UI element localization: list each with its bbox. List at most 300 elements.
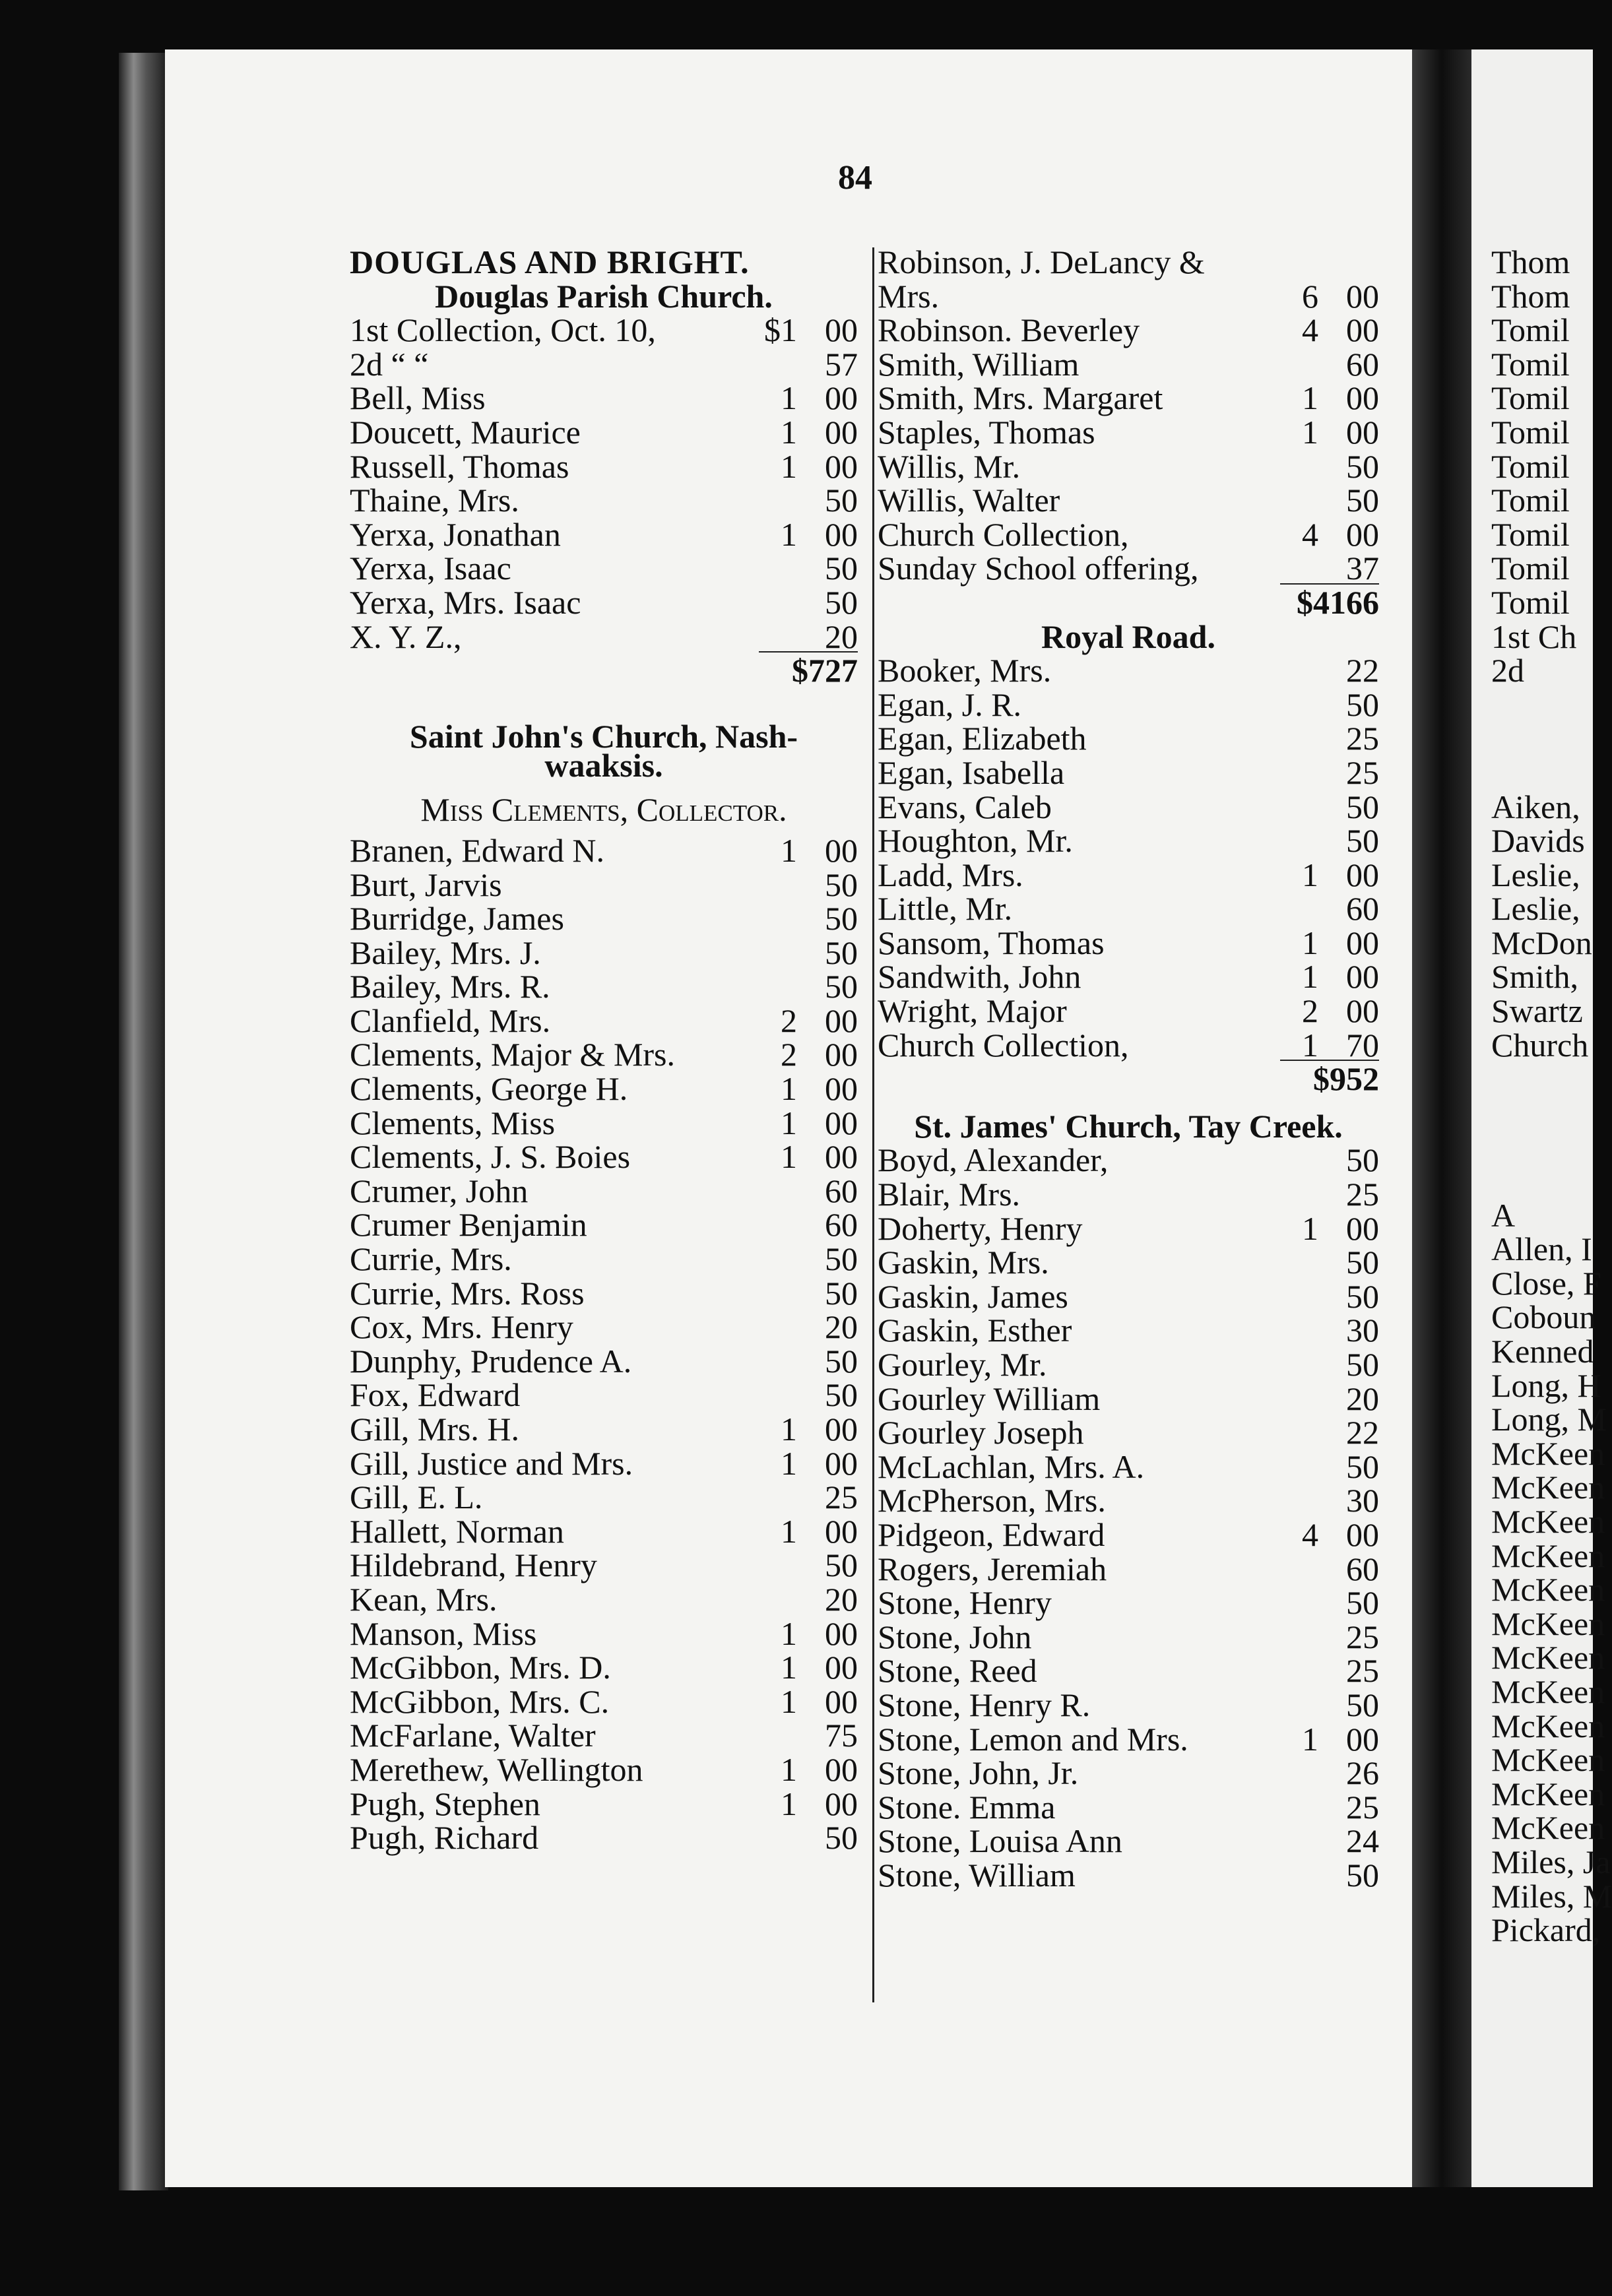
list-item: Tomil: [1491, 583, 1570, 621]
entry-name: Gill, Justice and Mrs.: [350, 1444, 633, 1482]
list-item: [350, 1242, 858, 1277]
entry-cents: 50: [1346, 1141, 1379, 1179]
entry-name: Cox, Mrs. Henry: [350, 1308, 573, 1346]
list-item: [878, 1720, 1379, 1758]
list-item: Aiken,: [1491, 788, 1580, 825]
list-item: [350, 1481, 858, 1515]
entry-cents: 00: [1346, 379, 1379, 417]
list-item: [350, 902, 858, 936]
entry-cents: 50: [825, 1342, 858, 1380]
entry-cents: 26: [1346, 1754, 1379, 1792]
entry-name: Fox, Edward: [350, 1376, 521, 1414]
entry-dollars: 1: [781, 413, 797, 451]
list-item: [350, 1548, 858, 1583]
entry-dollars: [1276, 688, 1318, 722]
entry-cents: 37: [1346, 550, 1379, 587]
entry-name: Staples, Thomas: [878, 413, 1095, 451]
entry-cents: 00: [825, 1682, 858, 1720]
main-heading: DOUGLAS AND BRIGHT.: [350, 243, 750, 280]
entry-cents: 50: [1346, 1277, 1379, 1315]
list-item: [350, 484, 858, 518]
entry-dollars: [1276, 1756, 1318, 1791]
entry-dollars: [1276, 1654, 1318, 1688]
entry-name: Currie, Mrs.: [350, 1240, 512, 1278]
list-item: Long, M: [1491, 1401, 1607, 1438]
entry-name: Church Collection,: [878, 1026, 1129, 1064]
list-item: McKeen: [1491, 1502, 1605, 1540]
entry-cents: 25: [1346, 720, 1379, 757]
entry-dollars: [1276, 1143, 1318, 1178]
entry-name: Pugh, Stephen: [350, 1785, 540, 1822]
entry-dollars: [1276, 824, 1318, 858]
entry-dollars: [1276, 1450, 1318, 1484]
entry-cents: 22: [1346, 652, 1379, 689]
list-item: [878, 552, 1379, 586]
list-item: [878, 1484, 1379, 1518]
list-item: [878, 960, 1379, 994]
list-item: [1491, 1130, 1597, 1164]
list-item: [878, 1209, 1379, 1247]
entry-dollars: [1276, 654, 1318, 688]
entry-cents: 50: [825, 1274, 858, 1312]
entry-cents: 30: [1346, 1312, 1379, 1349]
list-item: [350, 583, 858, 621]
entry-dollars: [755, 1345, 797, 1379]
list-item: [350, 381, 858, 416]
list-item: McKeen: [1491, 1571, 1605, 1609]
entry-cents: 20: [1346, 1380, 1379, 1417]
column-1: [350, 245, 858, 1855]
entry-name: Sandwith, John: [878, 958, 1081, 996]
entry-dollars: 1: [1302, 413, 1318, 451]
entry-cents: 00: [825, 311, 858, 349]
entry-name: Stone, Henry: [878, 1584, 1052, 1622]
entry-dollars: 1: [781, 1512, 797, 1550]
list-item: Long, H: [1491, 1366, 1601, 1404]
list-item: [878, 722, 1379, 756]
entry-name: Merethew, Wellington: [350, 1750, 643, 1788]
entry-name: Gill, Mrs. H.: [350, 1411, 519, 1448]
list-item: McKeen: [1491, 1605, 1605, 1642]
list-item: [350, 1413, 858, 1447]
entry-cents: 00: [825, 1036, 858, 1073]
entry-name: Gaskin, Esther: [878, 1312, 1072, 1349]
entry-name: X. Y. Z.,: [350, 618, 462, 655]
list-item: [878, 753, 1379, 791]
list-item: McKeen: [1491, 1707, 1605, 1744]
list-item: McKeen: [1491, 1639, 1605, 1676]
entry-dollars: [1276, 450, 1318, 484]
entry-dollars: [1276, 1280, 1318, 1314]
list-item: Miles, Ja: [1491, 1843, 1611, 1880]
list-item: McKeen: [1491, 1434, 1605, 1472]
total-row: $7 27: [792, 652, 858, 689]
entry-name: Gill, E. L.: [350, 1479, 483, 1516]
entry-name: Doucett, Maurice: [350, 413, 581, 451]
entry-cents: 50: [825, 550, 858, 587]
book-spine: [119, 53, 168, 2190]
entry-dollars: [1276, 1552, 1318, 1587]
list-item: McKeen: [1491, 1809, 1605, 1847]
entry-name: 2d “ “: [350, 345, 429, 383]
entry-cents: 50: [825, 482, 858, 519]
entry-name: Thaine, Mrs.: [350, 482, 519, 519]
entry-name: Booker, Mrs.: [878, 652, 1052, 689]
entry-dollars: 1: [1302, 379, 1318, 417]
page-gutter: [1412, 49, 1471, 2187]
list-item: [878, 381, 1379, 416]
list-item: Tomil: [1491, 482, 1570, 519]
entry-cents: 00: [825, 1070, 858, 1108]
entry-cents: 00: [825, 1750, 858, 1788]
entry-name: Gaskin, Mrs.: [878, 1244, 1049, 1281]
entry-name: Sunday School offering,: [878, 550, 1199, 587]
list-item: Tomil: [1491, 550, 1570, 587]
entry-cents: 00: [1346, 1209, 1379, 1247]
entry-name: Evans, Caleb: [878, 788, 1052, 825]
entry-cents: 57: [825, 345, 858, 383]
list-item: [878, 345, 1379, 383]
entry-cents: 00: [825, 379, 858, 417]
entry-cents: 00: [1346, 992, 1379, 1030]
entry-name: Rogers, Jeremiah: [878, 1550, 1107, 1587]
entry-name: Crumer, John: [350, 1172, 529, 1209]
entry-dollars: 2: [781, 1002, 797, 1039]
entry-cents: 50: [1346, 1856, 1379, 1894]
entry-dollars: 4: [1302, 311, 1318, 349]
entry-cents: 60: [1346, 890, 1379, 928]
list-item: [878, 1348, 1379, 1382]
entry-cents: 70: [1346, 1026, 1379, 1064]
entry-dollars: 1: [781, 1785, 797, 1822]
tay-creek-list: [878, 1143, 1379, 1892]
list-item: [350, 447, 858, 485]
entry-name: Yerxa, Jonathan: [350, 515, 561, 553]
entry-dollars: [755, 902, 797, 936]
list-item: Pickard,: [1491, 1911, 1601, 1949]
entry-cents: 25: [1346, 753, 1379, 791]
entry-cents: 25: [1346, 1618, 1379, 1655]
entry-cents: 00: [825, 515, 858, 553]
list-item: [350, 1787, 858, 1822]
entry-name: Pidgeon, Edward: [878, 1515, 1105, 1553]
entry-name: McFarlane, Walter: [350, 1717, 596, 1754]
list-item: Tomil: [1491, 345, 1570, 383]
list-item: [350, 1651, 858, 1685]
entry-name: Stone, John: [878, 1618, 1032, 1655]
royal-road-list: [878, 654, 1379, 1062]
list-item: [878, 824, 1379, 858]
entry-dollars: 1: [781, 1070, 797, 1108]
entry-cents: 00: [825, 1512, 858, 1550]
entry-cents: 00: [825, 1411, 858, 1448]
list-item: [350, 1750, 858, 1788]
entry-name: Stone, Reed: [878, 1652, 1037, 1690]
entry-dollars: 1: [1302, 1026, 1318, 1064]
list-item: [878, 926, 1379, 961]
entry-name: Bailey, Mrs. J.: [350, 934, 541, 971]
entry-name: Clements, George H.: [350, 1070, 628, 1108]
entry-cents: 00: [825, 1002, 858, 1039]
entry-name: Gourley William: [878, 1380, 1101, 1417]
list-item: [350, 1140, 858, 1174]
list-item: [878, 654, 1379, 688]
entry-dollars: [1276, 348, 1318, 382]
entry-name: Egan, Isabella: [878, 753, 1065, 791]
list-item: [1491, 722, 1597, 756]
entry-cents: [1318, 245, 1379, 280]
entry-name: Houghton, Mr.: [878, 822, 1073, 860]
entry-name: Clements, Major & Mrs.: [350, 1036, 676, 1073]
entry-name: Burt, Jarvis: [350, 866, 502, 903]
entry-cents: 50: [825, 1819, 858, 1857]
list-item: [350, 1274, 858, 1312]
list-item: Miles, M: [1491, 1877, 1612, 1915]
entry-name: Egan, J. R.: [878, 686, 1022, 723]
entry-name: Robinson. Beverley: [878, 311, 1140, 349]
list-item: Leslie,: [1491, 890, 1580, 928]
list-item: [878, 858, 1379, 893]
entry-dollars: [755, 1378, 797, 1413]
list-item: [878, 1620, 1379, 1655]
entry-cents: 00: [1346, 277, 1379, 315]
list-item: 2d: [1491, 652, 1524, 689]
entry-dollars: [755, 868, 797, 903]
entry-dollars: [755, 348, 797, 382]
list-item: Tomil: [1491, 515, 1570, 553]
entry-name: Stone, William: [878, 1856, 1076, 1894]
list-item: [878, 688, 1379, 722]
entry-dollars: [755, 1208, 797, 1242]
entry-cents: 50: [825, 1547, 858, 1584]
entry-dollars: [1276, 1586, 1318, 1620]
list-item: [350, 1821, 858, 1855]
entry-name: Dunphy, Prudence A.: [350, 1342, 632, 1380]
list-item: McKeen: [1491, 1741, 1605, 1779]
list-item: [350, 1038, 858, 1072]
entry-cents: 50: [1346, 686, 1379, 723]
entry-cents: 00: [825, 447, 858, 485]
entry-cents: 20: [825, 618, 858, 655]
entry-name: McLachlan, Mrs. A.: [878, 1448, 1145, 1485]
entry-name: Willis, Walter: [878, 482, 1060, 519]
entry-dollars: 1: [781, 1411, 797, 1448]
entry-name: Ladd, Mrs.: [878, 856, 1023, 893]
entry-dollars: [755, 1583, 797, 1617]
entry-name: Egan, Elizabeth: [878, 720, 1087, 757]
entry-cents: 00: [1346, 1720, 1379, 1758]
douglas-list: [350, 313, 858, 654]
list-item: [878, 1824, 1379, 1859]
list-item: A: [1491, 1196, 1516, 1234]
list-item: [878, 892, 1379, 926]
entry-dollars: [1276, 1688, 1318, 1723]
entry-dollars: 1: [781, 447, 797, 485]
entry-name: Little, Mr.: [878, 890, 1013, 928]
entry-cents: 50: [1346, 822, 1379, 860]
entry-dollars: 1: [781, 379, 797, 417]
collector-line: Miss Clements, Collector.: [420, 791, 787, 829]
entry-dollars: [1276, 1314, 1318, 1348]
list-item: McKeen: [1491, 1673, 1605, 1710]
entry-name: Branen, Edward N.: [350, 831, 604, 869]
entry-dollars: [755, 1719, 797, 1753]
entry-cents: 00: [825, 1614, 858, 1652]
entry-cents: 00: [825, 1785, 858, 1822]
entry-cents: 25: [1346, 1176, 1379, 1213]
entry-dollars: [755, 1548, 797, 1583]
list-item: [878, 1788, 1379, 1826]
column-divider: [872, 247, 874, 2002]
entry-cents: 00: [825, 831, 858, 869]
list-item: [350, 1719, 858, 1753]
list-item: [350, 868, 858, 903]
entry-dollars: [1276, 722, 1318, 756]
list-item: [878, 1382, 1379, 1417]
list-item: [878, 790, 1379, 825]
entry-dollars: 1: [781, 1614, 797, 1652]
entry-name: Doherty, Henry: [878, 1209, 1083, 1247]
entry-cents: 00: [825, 1138, 858, 1176]
entry-name: Hallett, Norman: [350, 1512, 564, 1550]
list-item: [350, 1342, 858, 1380]
entry-cents: 00: [825, 1649, 858, 1686]
entry-name: Yerxa, Isaac: [350, 550, 511, 587]
entry-cents: 50: [1346, 1244, 1379, 1281]
entry-name: Crumer Benjamin: [350, 1206, 587, 1244]
list-item: [350, 1512, 858, 1550]
entry-cents: 00: [1346, 1515, 1379, 1553]
entry-dollars: [1276, 1484, 1318, 1518]
entry-dollars: [755, 484, 797, 518]
entry-name: Smith, Mrs. Margaret: [878, 379, 1163, 417]
entry-dollars: [755, 970, 797, 1004]
entry-cents: 00: [1346, 958, 1379, 996]
entry-name: Willis, Mr.: [878, 447, 1021, 485]
total-row: $9 52: [1313, 1060, 1379, 1098]
entry-dollars: 1: [781, 1138, 797, 1176]
entry-cents: 24: [1346, 1822, 1379, 1860]
list-item: [350, 1106, 858, 1141]
entry-cents: 30: [1346, 1482, 1379, 1519]
list-item: [350, 1378, 858, 1413]
entry-dollars: [1276, 1178, 1318, 1212]
list-item: [350, 620, 858, 654]
list-item: [878, 1416, 1379, 1450]
list-item: Tomil: [1491, 447, 1570, 485]
entry-dollars: [755, 936, 797, 971]
list-item: [350, 970, 858, 1004]
entry-cents: 50: [825, 866, 858, 903]
entry-dollars: [1276, 1859, 1318, 1893]
list-item: McKeen: [1491, 1775, 1605, 1812]
list-item: 1st Ch: [1491, 618, 1577, 655]
list-item: [878, 1552, 1379, 1587]
list-item: [878, 313, 1379, 348]
entry-dollars: [1276, 1246, 1318, 1280]
section-heading-royal-road: Royal Road.: [1041, 618, 1215, 655]
entry-dollars: 1: [781, 1750, 797, 1788]
list-item: [878, 1026, 1379, 1064]
entry-name: Robinson, J. DeLancy &: [878, 243, 1205, 280]
list-item: [1491, 1062, 1597, 1097]
list-item: Tomil: [1491, 379, 1570, 417]
entry-cents: 25: [1346, 1652, 1379, 1690]
entry-cents: 50: [1346, 1346, 1379, 1383]
robinson-list: [878, 245, 1379, 586]
entry-dollars: 4: [1302, 1515, 1318, 1553]
section-heading-douglas: Douglas Parish Church.: [435, 277, 773, 315]
entry-name: Stone, Henry R.: [878, 1686, 1091, 1723]
list-item: [1491, 756, 1597, 790]
entry-dollars: $1: [764, 311, 797, 349]
list-item: Swartz: [1491, 992, 1583, 1030]
entry-dollars: [755, 1481, 797, 1515]
list-item: [350, 313, 858, 348]
entry-cents: 50: [825, 1376, 858, 1414]
entry-cents: 60: [1346, 345, 1379, 383]
entry-dollars: [1276, 1416, 1318, 1450]
entry-name: Stone, John, Jr.: [878, 1754, 1079, 1792]
entry-name: Wright, Major: [878, 992, 1067, 1030]
entry-name: Russell, Thomas: [350, 447, 569, 485]
list-item: [350, 1208, 858, 1242]
entry-name: McGibbon, Mrs. C.: [350, 1682, 610, 1720]
list-item: Davids: [1491, 822, 1585, 860]
entry-dollars: 1: [1302, 1720, 1318, 1758]
entry-cents: 25: [1346, 1788, 1379, 1826]
entry-dollars: 1: [1302, 856, 1318, 893]
list-item: [878, 1515, 1379, 1553]
list-item: Leslie,: [1491, 856, 1580, 893]
entry-name: Manson, Miss: [350, 1614, 537, 1652]
list-item: [878, 1178, 1379, 1212]
list-item: [350, 1444, 858, 1482]
adjacent-page-lines: [1491, 243, 1612, 1949]
entry-dollars: [1276, 1348, 1318, 1382]
entry-cents: 50: [1346, 1448, 1379, 1485]
entry-cents: 00: [1346, 856, 1379, 893]
entry-dollars: 1: [781, 1104, 797, 1141]
entry-dollars: 1: [781, 515, 797, 553]
list-item: [878, 1586, 1379, 1620]
entry-dollars: [1276, 790, 1318, 825]
list-item: [350, 413, 858, 451]
list-item: [350, 515, 858, 553]
entry-dollars: [755, 1821, 797, 1855]
entry-name: Yerxa, Mrs. Isaac: [350, 583, 581, 621]
entry-name: Pugh, Richard: [350, 1819, 539, 1857]
list-item: [878, 484, 1379, 518]
list-item: [878, 1246, 1379, 1280]
list-item: [878, 1143, 1379, 1178]
entry-name: Clements, J. S. Boies: [350, 1138, 631, 1176]
entry-cents: 00: [825, 413, 858, 451]
list-item: Smith,: [1491, 958, 1578, 996]
entry-name: Clanfield, Mrs.: [350, 1002, 551, 1039]
list-item: [350, 345, 858, 383]
list-item: McDon: [1491, 924, 1592, 961]
entry-cents: 50: [825, 934, 858, 971]
list-item: [350, 1004, 858, 1038]
entry-cents: 50: [1346, 1686, 1379, 1723]
total-row: $41 66: [1297, 583, 1379, 621]
entry-dollars: [755, 1174, 797, 1209]
list-item: Church: [1491, 1026, 1589, 1064]
list-item: [1491, 1097, 1597, 1131]
entry-name: Church Collection,: [878, 515, 1129, 553]
list-item: [878, 413, 1379, 451]
